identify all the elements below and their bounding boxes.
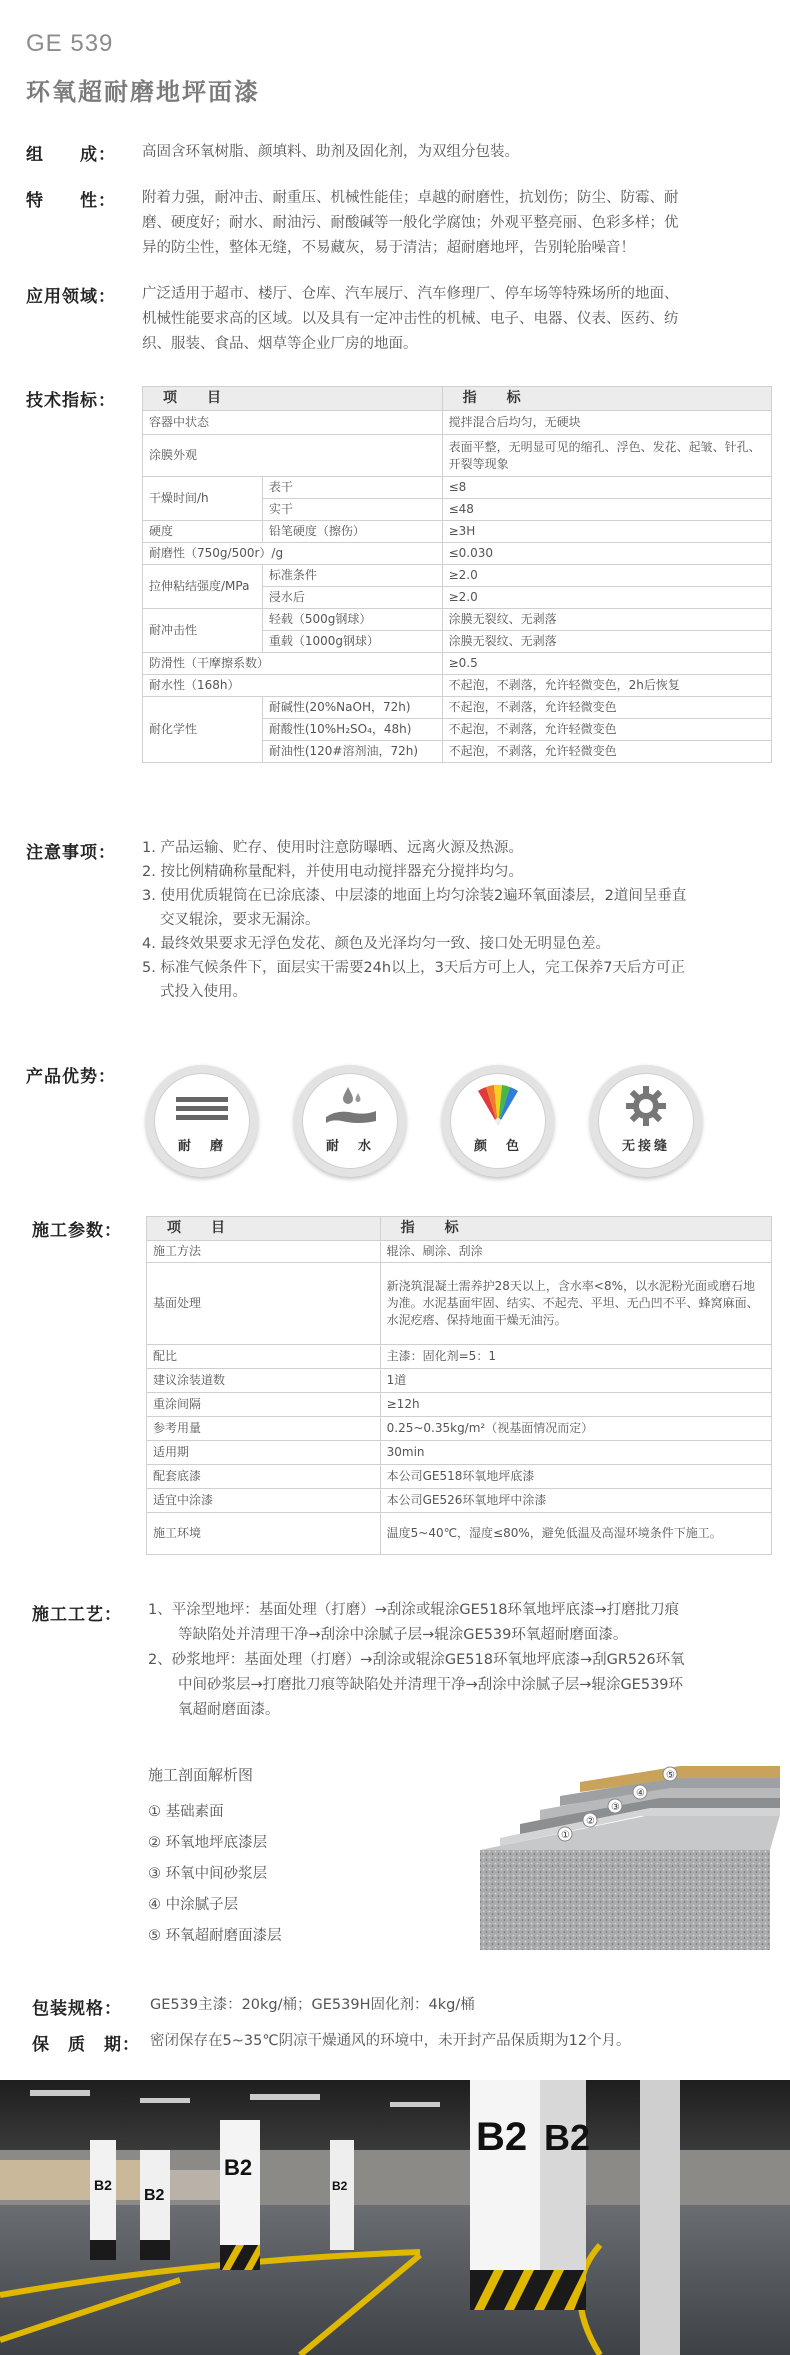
note-line: 5. 标准气候条件下，面层实干需要24h以上，3天后方可上人，完工保养7天后方可正 <box>142 960 686 976</box>
row-value: 涂膜无裂纹、无剥落 <box>442 609 771 631</box>
note-line: 式投入使用。 <box>160 984 247 1000</box>
layer-list <box>148 1797 282 1952</box>
shelf-life-label: 保 质 期： <box>32 2035 140 2055</box>
color-fan-icon <box>466 1081 530 1131</box>
row-item: 施工方法 <box>147 1241 381 1263</box>
note-line: 4. 最终效果要求无浮色发花、颜色及光泽均匀一致、接口处无明显色差。 <box>142 936 610 952</box>
table-header <box>147 1217 772 1241</box>
advantages-label: 产品优势： <box>26 1067 116 1087</box>
table-row <box>147 1393 772 1417</box>
row-sub: 轻载（500g钢球） <box>262 609 442 631</box>
marker: ③ <box>611 1802 620 1813</box>
water-icon <box>318 1081 382 1131</box>
row-value: 主漆：固化剂=5：1 <box>380 1345 771 1369</box>
process-line: 1、平涂型地坪：基面处理（打磨）→刮涂或辊涂GE518环氧地坪底漆→打磨批刀痕 <box>148 1602 680 1618</box>
marker: ① <box>561 1830 570 1841</box>
b2-sign: B2 <box>224 2155 253 2180</box>
table-row <box>143 543 772 565</box>
row-value: 不起泡，不剥落，允许轻微变色 <box>442 697 771 719</box>
row-item: 容器中状态 <box>143 411 443 435</box>
row-sub: 浸水后 <box>262 587 442 609</box>
table-row <box>143 675 772 697</box>
tech-specs-label: 技术指标： <box>26 391 116 411</box>
packaging-label: 包装规格： <box>32 1999 122 2019</box>
table-row <box>147 1241 772 1263</box>
layer-item: ④ 中涂腻子层 <box>148 1897 239 1913</box>
table-row <box>143 565 772 587</box>
row-item: 涂膜外观 <box>143 435 443 477</box>
advantage-seamless <box>590 1065 702 1177</box>
row-value: 30min <box>380 1441 771 1465</box>
row-item: 硬度 <box>143 521 263 543</box>
b2-sign: B2 <box>544 2117 591 2158</box>
process-line: 等缺陷处并清理干净→刮涂中涂腻子层→辊涂GE539环氧超耐磨面漆。 <box>178 1627 628 1643</box>
row-item: 建议涂装道数 <box>147 1369 381 1393</box>
row-value: 本公司GE526环氧地坪中涂漆 <box>380 1489 771 1513</box>
construction-params-label: 施工参数： <box>32 1221 122 1241</box>
row-item: 适用期 <box>147 1441 381 1465</box>
b2-sign: B2 <box>94 2177 112 2193</box>
row-item: 耐化学性 <box>143 697 263 763</box>
row-item: 配套底漆 <box>147 1465 381 1489</box>
advantage-label: 颜 色 <box>473 1139 522 1154</box>
process-line: 氧超耐磨面漆。 <box>178 1702 280 1718</box>
note-line: 交叉辊涂，要求无漏涂。 <box>160 912 320 928</box>
table-row <box>147 1417 772 1441</box>
row-value: 温度5~40℃，湿度≤80%，避免低温及高湿环境条件下施工。 <box>380 1513 771 1555</box>
row-item: 适宜中涂漆 <box>147 1489 381 1513</box>
cross-section-diagram <box>440 1760 780 1960</box>
table-row <box>143 435 772 477</box>
row-value: ≥2.0 <box>442 565 771 587</box>
marker: ④ <box>636 1788 645 1799</box>
row-value: 涂膜无裂纹、无剥落 <box>442 631 771 653</box>
row-value: ≥3H <box>442 521 771 543</box>
gear-icon <box>614 1081 678 1131</box>
layer-item: ⑤ 环氧超耐磨面漆层 <box>148 1928 282 1944</box>
features-label: 特 性： <box>26 191 116 211</box>
product-code: GE 539 <box>26 30 114 57</box>
composition-text: 高固含环氧树脂、颜填料、助剂及固化剂，为双组分包装。 <box>142 144 519 160</box>
table-row <box>147 1441 772 1465</box>
marker: ② <box>586 1816 595 1827</box>
note-line: 3. 使用优质辊筒在已涂底漆、中层漆的地面上均匀涂装2遍环氧面漆层，2道间呈垂直 <box>142 888 687 904</box>
advantage-wear <box>146 1065 258 1177</box>
process-line: 2、砂浆地坪：基面处理（打磨）→刮涂或辊涂GE518环氧地坪底漆→刮GR526环氧 <box>148 1652 685 1668</box>
process-line: 中间砂浆层→打磨批刀痕等缺陷处并清理干净→刮涂中涂腻子层→辊涂GE539环 <box>178 1677 684 1693</box>
application-label: 应用领域： <box>26 287 116 307</box>
row-item: 耐冲击性 <box>143 609 263 653</box>
table-row <box>143 521 772 543</box>
layer-item: ③ 环氧中间砂浆层 <box>148 1866 268 1882</box>
parking-garage-photo <box>0 2080 790 2355</box>
header-item: 项 目 <box>143 387 443 411</box>
table-row <box>143 653 772 675</box>
advantage-label: 耐 水 <box>325 1139 374 1154</box>
header-value: 指 标 <box>442 387 771 411</box>
process-label: 施工工艺： <box>32 1605 122 1625</box>
row-item: 耐磨性（750g/500r）/g <box>143 543 443 565</box>
row-sub: 实干 <box>262 499 442 521</box>
tech-specs-table <box>142 386 772 763</box>
row-value: 辊涂、刷涂、刮涂 <box>380 1241 771 1263</box>
construction-params-table <box>146 1216 772 1555</box>
row-value: ≥2.0 <box>442 587 771 609</box>
row-value: 新浇筑混凝土需养护28天以上，含水率<8%，以水泥粉光面或磨石地为准。水泥基面牢固、结实、不起壳、平坦、无凸凹不平、蜂窝麻面、水泥疙瘩、保持地面干燥无油污。 <box>380 1263 771 1345</box>
layer-item: ② 环氧地坪底漆层 <box>148 1835 268 1851</box>
row-value: ≥12h <box>380 1393 771 1417</box>
features-text: 附着力强，耐冲击、耐重压、机械性能佳；卓越的耐磨性，抗划伤；防尘、防霉、耐 磨、硬度好；耐水、耐油污、耐酸碱等一般化学腐蚀；外观平整亮丽、色彩多样；优 异的防尘性，整体无缝，不易藏灰，易于清洁；超耐磨地坪，告别轮胎噪音！ <box>142 190 679 256</box>
row-item: 配比 <box>147 1345 381 1369</box>
row-value: 不起泡，不剥落，允许轻微变色，2h后恢复 <box>442 675 771 697</box>
note-line: 2. 按比例精确称量配料，并使用电动搅拌器充分搅拌均匀。 <box>142 864 523 880</box>
row-sub: 重载（1000g钢球） <box>262 631 442 653</box>
row-sub: 耐碱性(20%NaOH，72h) <box>262 697 442 719</box>
advantage-label: 耐 磨 <box>177 1139 226 1154</box>
notes-label: 注意事项： <box>26 843 116 863</box>
layer-item: ① 基础素面 <box>148 1804 224 1820</box>
row-value: 搅拌混合后均匀，无硬块 <box>442 411 771 435</box>
row-value: ≥0.5 <box>442 653 771 675</box>
table-row <box>147 1513 772 1555</box>
product-title: 环氧超耐磨地坪面漆 <box>26 78 260 106</box>
table-row <box>147 1465 772 1489</box>
b2-sign: B2 <box>144 2187 165 2204</box>
row-value: 表面平整，无明显可见的缩孔、浮色、发花、起皱、针孔、开裂等现象 <box>442 435 771 477</box>
row-item: 耐水性（168h） <box>143 675 443 697</box>
table-row <box>147 1489 772 1513</box>
row-value: 0.25~0.35kg/m²（视基面情况而定） <box>380 1417 771 1441</box>
row-sub: 耐酸性(10%H₂SO₄，48h) <box>262 719 442 741</box>
advantage-color <box>442 1065 554 1177</box>
table-row <box>143 609 772 631</box>
row-sub: 铅笔硬度（擦伤） <box>262 521 442 543</box>
b2-sign: B2 <box>476 2115 528 2159</box>
row-item: 拉伸粘结强度/MPa <box>143 565 263 609</box>
row-value: ≤8 <box>442 477 771 499</box>
packaging-text: GE539主漆：20kg/桶；GE539H固化剂：4kg/桶 <box>150 1997 475 2013</box>
row-item: 干燥时间/h <box>143 477 263 521</box>
process-list <box>148 1598 778 1723</box>
row-item: 施工环境 <box>147 1513 381 1555</box>
row-sub: 表干 <box>262 477 442 499</box>
row-value: ≤0.030 <box>442 543 771 565</box>
application-text: 广泛适用于超市、楼厅、仓库、汽车展厅、汽车修理厂、停车场等特殊场所的地面、 机械性能要求高的区域。以及具有一定冲击性的机械、电子、电器、仪表、医药、纺 织、服装、食品、烟草等企业厂房的地面。 <box>142 286 679 352</box>
row-item: 防滑性（干摩擦系数） <box>143 653 443 675</box>
row-value: 1道 <box>380 1369 771 1393</box>
row-item: 重涂间隔 <box>147 1393 381 1417</box>
table-row <box>143 411 772 435</box>
table-row <box>147 1369 772 1393</box>
row-sub: 耐油性(120#溶剂油，72h) <box>262 741 442 763</box>
row-value: 不起泡，不剥落，允许轻微变色 <box>442 741 771 763</box>
marker: ⑤ <box>666 1770 675 1781</box>
shelf-life-text: 密闭保存在5~35℃阴凉干燥通风的环境中，未开封产品保质期为12个月。 <box>150 2033 631 2049</box>
table-row <box>143 477 772 499</box>
row-item: 基面处理 <box>147 1263 381 1345</box>
composition-label: 组 成： <box>26 145 116 165</box>
row-value: 本公司GE518环氧地坪底漆 <box>380 1465 771 1489</box>
cross-section-title: 施工剖面解析图 <box>148 1766 254 1784</box>
table-header <box>143 387 772 411</box>
table-row <box>147 1263 772 1345</box>
note-line: 1. 产品运输、贮存、使用时注意防曝晒、远离火源及热源。 <box>142 840 523 856</box>
row-value: 不起泡，不剥落，允许轻微变色 <box>442 719 771 741</box>
advantage-label: 无接缝 <box>621 1139 670 1154</box>
b2-sign: B2 <box>332 2179 348 2193</box>
header-value: 指 标 <box>380 1217 771 1241</box>
notes-list <box>142 836 782 1004</box>
table-row <box>143 697 772 719</box>
advantage-water <box>294 1065 406 1177</box>
row-value: ≤48 <box>442 499 771 521</box>
table-row <box>147 1345 772 1369</box>
header-item: 项 目 <box>147 1217 381 1241</box>
row-item: 参考用量 <box>147 1417 381 1441</box>
row-sub: 标准条件 <box>262 565 442 587</box>
wear-icon <box>170 1081 234 1131</box>
